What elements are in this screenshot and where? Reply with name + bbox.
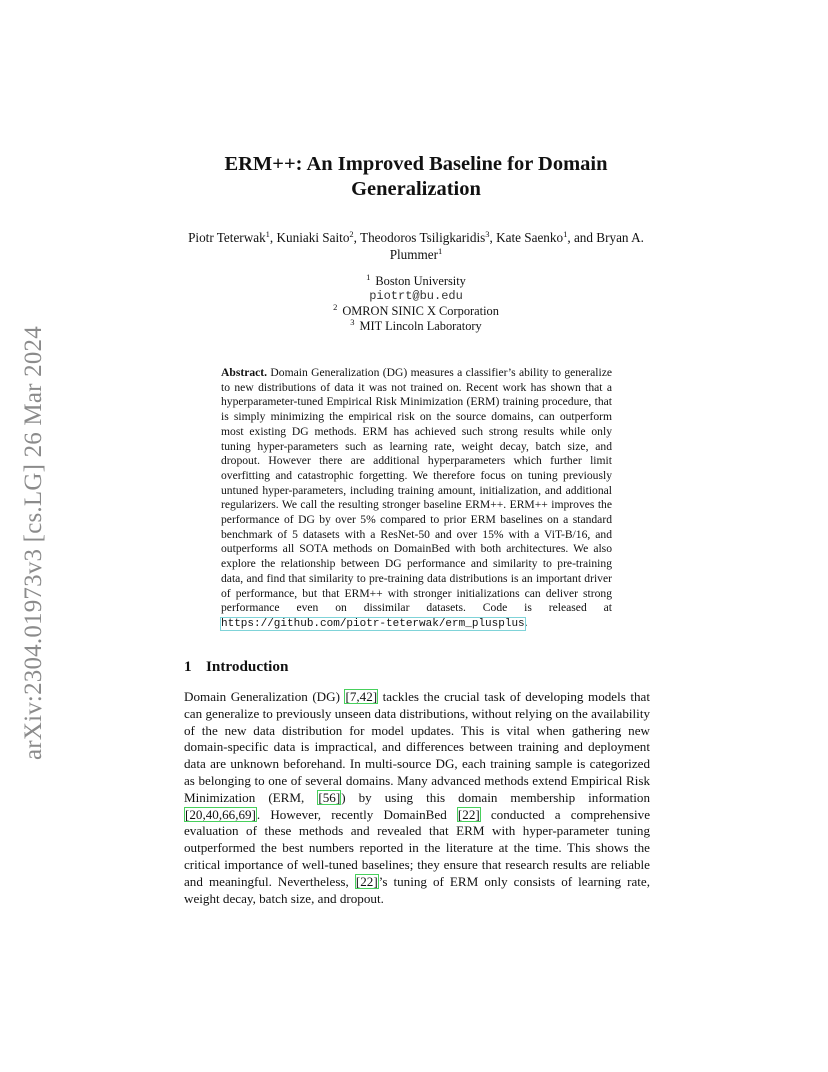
author-affiliation-mark: 2 — [349, 229, 354, 239]
citation-link[interactable]: [22] — [355, 873, 378, 889]
section-title: Introduction — [206, 658, 289, 675]
author-name: Bryan A. Plummer — [389, 230, 644, 262]
affiliation-mark: 3 — [350, 317, 355, 327]
author-separator: , and — [567, 230, 597, 245]
author-affiliation-mark: 1 — [563, 229, 568, 239]
intro-text: ’s tuning of ERM only consists of learning rate, weight decay, batch size, and dropout. — [184, 873, 650, 906]
author-name: Theodoros Tsiligkaridis — [360, 230, 486, 245]
affiliation-list — [250, 274, 582, 334]
author-list — [170, 229, 662, 263]
intro-text: Domain Generalization (DG) — [184, 689, 345, 704]
affiliation-name: Boston University — [375, 274, 466, 288]
intro-text: conducted a comprehensive evaluation of these methods and revealed that ERM with hyper-parameter tuning outperformed the best numbers reported in the literature at the time. This shows the critical importance of well-tuned baselines; they ensure that research results are reliable and meaningful. Nevertheless, — [184, 806, 651, 889]
code-repository-link[interactable]: https://github.com/piotr-teterwak/erm_plusplus — [221, 617, 525, 630]
intro-text: . However, recently DomainBed — [256, 806, 457, 822]
citation-link[interactable]: [20,40,66,69] — [185, 806, 256, 822]
citation-link[interactable]: [56] — [318, 789, 341, 805]
author-name: Kate Saenko — [496, 230, 564, 245]
affiliation-item — [250, 319, 582, 334]
intro-text: tackles the crucial task of developing models that can generalize to previously unseen data distributions, without relying on the availability of the new data distribution for model updates. This is vital when gathering new domain-specific data is impractical, and differences between training and deployment data are unknown beforehand. In multi-source DG, each training sample is categorized as belonging to one of several domains. Many advanced methods extend Empirical Risk Minimization (ERM, — [184, 689, 650, 805]
author-separator: , — [269, 230, 277, 245]
affiliation-item — [250, 274, 582, 289]
affiliation-name: MIT Lincoln Laboratory — [359, 319, 482, 333]
author-affiliation-mark: 3 — [485, 229, 490, 239]
paper-title — [180, 152, 652, 202]
affiliation-mark: 1 — [366, 272, 371, 282]
author-separator: , — [489, 230, 497, 245]
abstract-end: . — [524, 615, 528, 629]
abstract-label: Abstract. — [221, 366, 268, 379]
citation-link[interactable]: [22] — [457, 806, 480, 822]
arxiv-identifier: arXiv:2304.01973v3 [cs.LG] 26 Mar 2024 — [20, 326, 47, 760]
affiliation-name: OMRON SINIC X Corporation — [342, 304, 499, 318]
section-number: 1 — [184, 658, 192, 675]
affiliation-item — [250, 304, 582, 319]
author-separator: , — [353, 230, 361, 245]
title-line-1: ERM++: An Improved Baseline for Domain — [224, 153, 608, 175]
author-name: Kuniaki Saito — [276, 230, 350, 245]
citation-link[interactable]: [7,42] — [345, 689, 378, 704]
abstract — [221, 366, 612, 632]
abstract-text: Domain Generalization (DG) measures a classifier’s ability to generalize to new distributions of data it was not trained on. Recent work has shown that a hyperparameter-tuned Empirical Risk Minimization (ERM) training procedure, that is simply minimizing the empirical risk on the source domains, can outperform most existing DG methods. ERM has achieved such strong results while only tuning hyper-parameters such as learning rate, weight decay, batch size, and dropout. However there are additional hyperparameters which further limit overfitting and catastrophic forgetting. We therefore focus on tuning previously untuned hyper-parameters, including training amount, initialization, and additional regularizers. We call the resulting stronger baseline ERM++. ERM++ improves the performance of DG by over 5% compared to prior ERM baselines on a standard benchmark of 5 datasets with a ResNet-50 and over 15% with a ViT-B/16, and outperforms all SOTA methods on DomainBed with both architectures. We also explore the relationship between DG performance and similarity to pre-training data, and find that similarity to pre-training data distributions is an important driver of performance, but that ERM++ with stronger initializations can deliver strong performance even on dissimilar datasets. Code is released at — [221, 366, 612, 615]
author-name: Piotr Teterwak — [188, 230, 266, 245]
author-affiliation-mark: 1 — [438, 246, 443, 256]
affiliation-mark: 2 — [333, 302, 338, 312]
author-affiliation-mark: 1 — [265, 229, 270, 239]
introduction-paragraph — [184, 689, 650, 907]
section-heading — [184, 658, 288, 676]
intro-text: ) by using this domain membership information — [341, 789, 650, 805]
title-line-2: Generalization — [351, 178, 481, 200]
author-email[interactable]: piotrt@bu.edu — [369, 289, 463, 303]
